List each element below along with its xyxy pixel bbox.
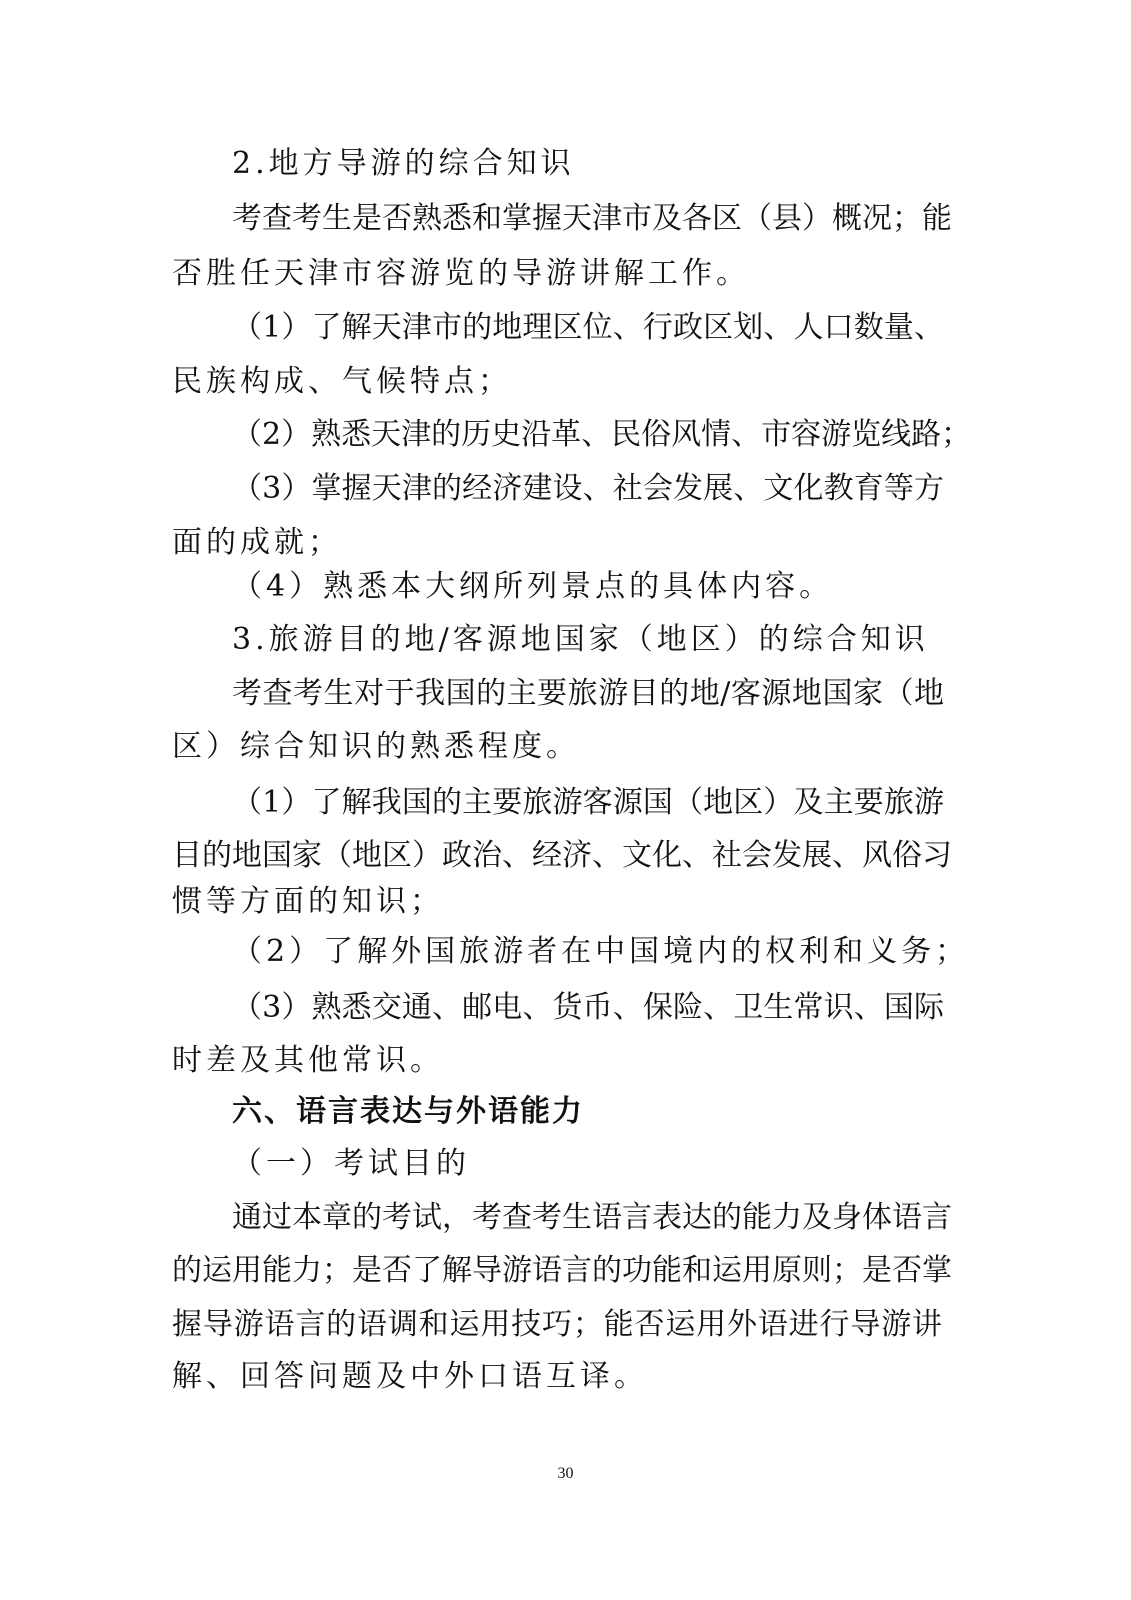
page-number: 30 — [557, 1465, 574, 1482]
list-item-line: （1）了解我国的主要旅游客源国（地区）及主要旅游 — [232, 785, 944, 820]
paragraph-line: 考查考生是否熟悉和掌握天津市及各区（县）概况；能 — [232, 201, 952, 236]
list-item-line: （4）熟悉本大纲所列景点的具体内容。 — [232, 569, 834, 604]
list-item-line: （3）掌握天津的经济建设、社会发展、文化教育等方 — [232, 471, 944, 506]
paragraph-line: 通过本章的考试，考查考生语言表达的能力及身体语言 — [232, 1200, 952, 1235]
list-item-line: （2）了解外国旅游者在中国境内的权利和义务； — [232, 934, 970, 969]
list-item-line: 面的成就； — [172, 525, 342, 560]
subsection-heading-local-guide: 2.地方导游的综合知识 — [232, 146, 575, 181]
list-item-line: 惯等方面的知识； — [172, 884, 444, 919]
list-item-line: 时差及其他常识。 — [172, 1043, 444, 1078]
paragraph-line: 区）综合知识的熟悉程度。 — [172, 729, 580, 764]
subsection-heading-exam-purpose: （一）考试目的 — [232, 1146, 470, 1181]
subsection-heading-destination: 3.旅游目的地/客源地国家（地区）的综合知识 — [232, 622, 929, 657]
paragraph-line: 否胜任天津市容游览的导游讲解工作。 — [172, 256, 750, 291]
list-item-line: （1）了解天津市的地理区位、行政区划、人口数量、 — [232, 310, 944, 345]
list-item-line: （2）熟悉天津的历史沿革、民俗风情、市容游览线路； — [232, 417, 972, 452]
paragraph-line: 考查考生对于我国的主要旅游目的地/客源地国家（地 — [232, 676, 944, 711]
paragraph-line: 解、回答问题及中外口语互译。 — [172, 1359, 648, 1394]
list-item-line: （3）熟悉交通、邮电、货币、保险、卫生常识、国际 — [232, 990, 944, 1025]
list-item-line: 民族构成、气候特点； — [172, 364, 512, 399]
paragraph-line: 的运用能力；是否了解导游语言的功能和运用原则；是否掌 — [172, 1253, 952, 1288]
paragraph-line: 握导游语言的语调和运用技巧；能否运用外语进行导游讲 — [172, 1307, 942, 1342]
section-heading: 六、语言表达与外语能力 — [232, 1094, 584, 1129]
list-item-line: 目的地国家（地区）政治、经济、文化、社会发展、风俗习 — [172, 838, 952, 873]
